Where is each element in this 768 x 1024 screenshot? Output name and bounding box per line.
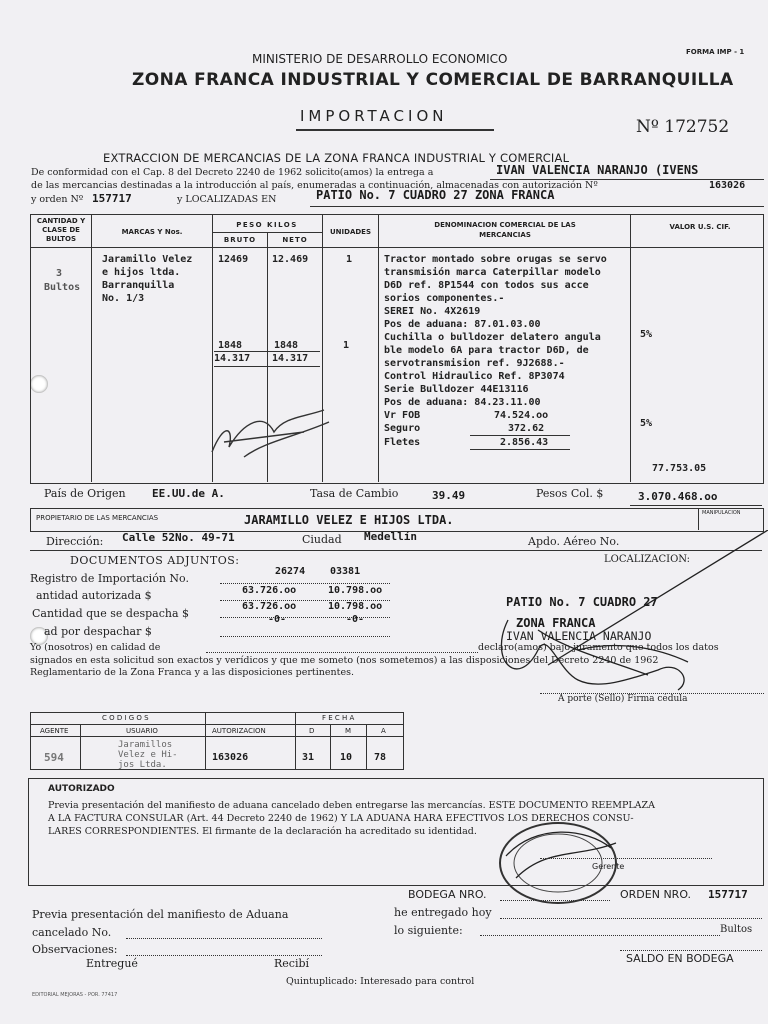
direccion-label: Dirección: [46,535,104,548]
autorizado-text1: Previa presentación del manifiesto de aduana cancelado deben entregarse las mercancías. ESTE DOCUMENTO REEMPLAZA [48,800,655,811]
header-peso: PESO KILOS [236,221,298,229]
marcas-line4: No. 1/3 [102,293,145,304]
location-text: PATIO No. 7 CUADRO 27 ZONA FRANCA [316,188,555,202]
neto-1: 12.469 [272,254,309,265]
fecha-label: F E C H A [322,714,355,722]
orden-label: y orden Nº [31,194,84,205]
docs-title: DOCUMENTOS ADJUNTOS: [70,554,240,567]
despacha-b: 10.798.oo [328,601,383,612]
description-line: servotransmision ref. 9J2688.- [384,358,565,369]
doc-type-title: IMPORTACION [300,107,448,125]
valor-total: 77.753.05 [652,463,707,474]
autorizacion-label: AUTORIZACION [212,727,266,735]
localizacion-label: LOCALIZACION: [604,554,691,565]
localized-label: y LOCALIZADAS EN [177,194,277,205]
declaro-line1: declaro(amos) bajo juramento que todos los datos [478,642,719,653]
fecha-m: 10 [340,752,353,763]
fletes-label: Fletes [384,437,421,448]
despacha-label: Cantidad que se despacha $ [32,607,190,620]
header-valor: VALOR U.S. CIF. [669,223,731,231]
location-stamp-2: ZONA FRANCA [516,616,596,630]
usuario-value: Jaramillos Velez e Hi- jos Ltda. [118,740,178,770]
direccion-value: Calle 52No. 49-71 [122,531,235,544]
unidades-1: 1 [346,254,353,265]
header-unidades: UNIDADES [329,228,371,236]
auth-number: 163026 [709,180,746,191]
registro-label: Registro de Importación No. [30,572,189,585]
header-marcas: MARCAS Y Nos. [121,228,183,236]
orden-nro-label: ORDEN NRO. [620,888,692,901]
header-bruto: BRUTO [223,236,257,244]
pais-value: EE.UU.de A. [152,487,225,500]
signature-owner [478,530,768,700]
percent-2: 5% [640,418,653,429]
orden-nro-value: 157717 [708,888,748,901]
agente-label: AGENTE [40,727,69,735]
ministry-title: MINISTERIO DE DESARROLLO ECONOMICO [252,52,508,66]
description-line: SEREI No. 4X2619 [384,306,481,317]
previa-line2: cancelado No. [32,926,112,939]
form-number: Nº 172752 [636,117,730,137]
recipient-name: IVAN VALENCIA NARANJO (IVENS [496,163,699,177]
fecha-d: 31 [302,752,315,763]
registro-a: 26274 [275,566,306,577]
autorizacion-value: 163026 [212,752,249,763]
bruto-total: 14.317 [214,353,251,364]
description-line: Tractor montado sobre orugas se servo [384,254,607,265]
seguro-label: Seguro [384,423,421,434]
a-label: A [381,727,386,735]
form-id: FORMA IMP - 1 [686,48,745,56]
marcas-line2: e hijos ltda. [102,267,181,278]
autorizado-text2: A LA FACTURA CONSULAR (Art. 44 Decreto 2240 de 1962) Y LA ADUANA HARA EFECTIVOS LOS DERECHOS CONSU- [48,813,634,824]
unidades-2: 1 [343,340,350,351]
signature-table [204,402,344,462]
d-label: D [309,727,315,735]
header-denominacion: DENOMINACION COMERCIAL DE LAS MERCANCIAS [434,221,576,239]
pais-label: País de Origen [44,487,126,500]
entregue-label: Entregué [86,957,138,970]
fecha-a: 78 [374,752,387,763]
previa-line1: Previa presentación del manifiesto de Aduana [32,908,289,921]
description-line: Pos de aduana: 84.23.11.00 [384,397,541,408]
description-line: Cuchilla o bulldozer delatero angula [384,332,601,343]
pesos-label: Pesos Col. $ [536,487,604,500]
usuario-label: USUARIO [126,727,158,735]
location-stamp-1: PATIO No. 7 CUADRO 27 [506,595,658,609]
por-despachar-b: -0- [346,614,365,625]
tasa-value: 39.49 [432,489,466,502]
autorizada-a: 63.726.oo [242,585,297,596]
manip-label: MANIPULACION [702,510,741,516]
autorizada-label: antidad autorizada $ [36,589,152,602]
bruto-2: 1848 [218,340,243,351]
intro-line1: De conformidad con el Cap. 8 del Decreto 2240 de 1962 solicito(amos) la entrega a [31,167,434,178]
ciudad-value: Medellín [364,530,417,543]
orden-number: 157717 [92,192,132,205]
neto-2: 1848 [274,340,299,351]
subtitle: EXTRACCION DE MERCANCIAS DE LA ZONA FRANCA INDUSTRIAL Y COMERCIAL [103,151,570,165]
description-line: D6D ref. 8P1544 con todos sus acce [384,280,589,291]
editorial-label: EDITORIAL MEJORAS - POR. 77417 [32,992,118,998]
bruto-1: 12469 [218,254,249,265]
bultos-label: Bultos [720,924,753,935]
cantidad-type: Bultos [44,282,81,293]
cantidad-number: 3 [56,268,63,279]
autorizado-title: AUTORIZADO [48,784,115,794]
owner-label: PROPIETARIO DE LAS MERCANCIAS [36,514,159,522]
yo-line: Yo (nosotros) en calidad de [30,642,161,653]
description-line: transmisión marca Caterpillar modelo [384,267,601,278]
location-stamp-3: IVAN VALENCIA NARANJO [506,629,652,643]
siguiente-label: lo siguiente: [394,924,463,937]
ciudad-label: Ciudad [302,533,342,546]
declaro-line2: signados en esta solicitud son exactos y verídicos y que me someto (nos sometemos) a las disposiciones del Decreto 2240 de 1962 [30,655,659,666]
description-line: sorios componentes.- [384,293,505,304]
recibi-label: Recibí [274,957,310,970]
por-despachar-a: -0- [268,614,287,625]
saldo-label: SALDO EN BODEGA [626,952,734,965]
autorizada-b: 10.798.oo [328,585,383,596]
header-neto: NETO [282,236,308,244]
description-line: ble modelo 6A para tractor D6D, de [384,345,589,356]
declaro-line3: Reglamentario de la Zona Franca y a las disposiciones pertinentes. [30,667,354,678]
despacha-a: 63.726.oo [242,601,297,612]
doc-type-underline [296,129,494,131]
zone-title: ZONA FRANCA INDUSTRIAL Y COMERCIAL DE BARRANQUILLA [132,70,734,90]
apdo-label: Apdo. Aéreo No. [528,535,620,548]
header-cantidad: CANTIDAD Y CLASE DE BULTOS [36,217,86,243]
codigos-label: C O D I G O S [102,714,149,722]
m-label: M [345,727,352,735]
firma-label: A porte (Sello) Firma cédula [558,694,688,704]
observaciones-label: Observaciones: [32,943,118,956]
description-line: Control Hidraulico Ref. 8P3074 [384,371,565,382]
pesos-value: 3.070.468.oo [638,490,718,503]
vr-fob-value: 74.524.oo [494,410,549,421]
registro-b: 03381 [330,566,361,577]
por-despachar-label: ad por despachar $ [44,625,152,638]
seguro-value: 372.62 [508,423,545,434]
description-line: Serie Bulldozer 44E13116 [384,384,529,395]
fletes-value: 2.856.43 [500,437,549,448]
marcas-line3: Barranquilla [102,280,175,291]
neto-total: 14.317 [272,353,309,364]
owner-name: JARAMILLO VELEZ E HIJOS LTDA. [244,513,454,527]
vr-fob-label: Vr FOB [384,410,421,421]
autorizado-text3: LARES CORRESPONDIENTES. El firmante de la declaración ha acreditado su identidad. [48,826,477,837]
agente-value: 594 [44,751,64,764]
percent-1: 5% [640,329,653,340]
intro-line2: de las mercancias destinadas a la introducción al país, enumeradas a continuación, almacenadas con autorización Nº [31,180,598,191]
tasa-label: Tasa de Cambio [310,487,399,500]
marcas-line1: Jaramillo Velez [102,254,193,265]
bodega-label: BODEGA NRO. [408,888,487,901]
quintuplicado-label: Quintuplicado: Interesado para control [286,976,475,987]
gerente-label: Gerente [592,862,625,871]
entregado-label: he entregado hoy [394,906,492,919]
description-line: Pos de aduana: 87.01.03.00 [384,319,541,330]
